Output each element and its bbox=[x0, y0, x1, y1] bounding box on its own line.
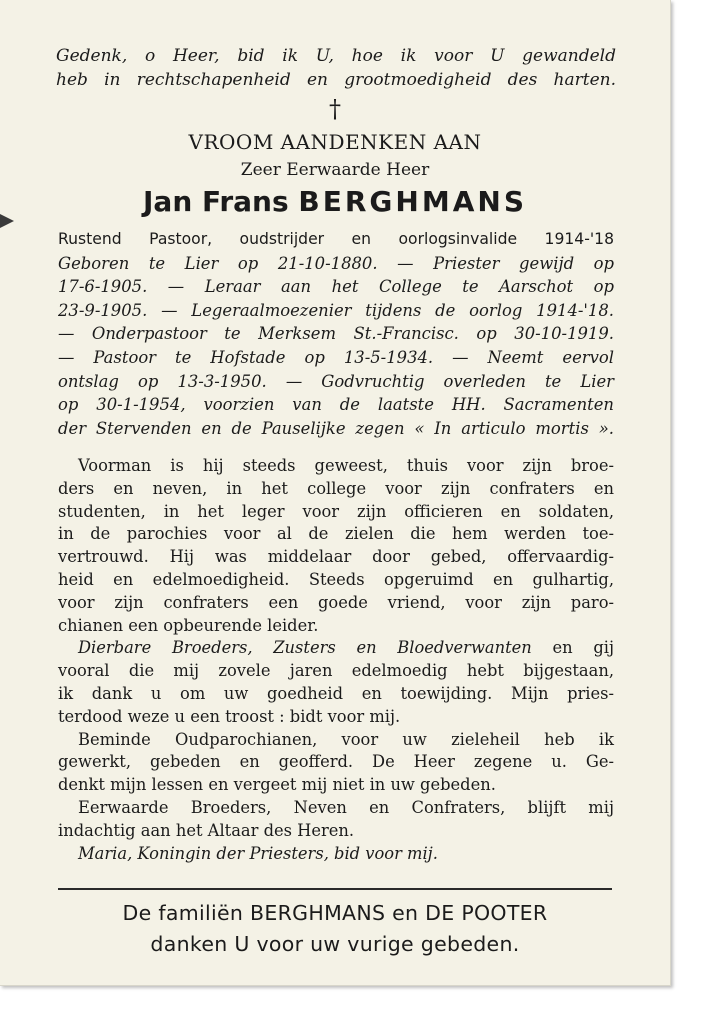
divider-line bbox=[58, 888, 612, 890]
biography-line: Geboren te Lier op 21-10-1880. — Priester gewijd op bbox=[58, 253, 614, 273]
eulogy-text bbox=[58, 455, 614, 865]
paragraph-line: voor zijn confraters een goede vriend, voor zijn paro- bbox=[58, 592, 614, 612]
paragraph-line: ik dank u om uw goedheid en toewijding. Mijn pries- bbox=[58, 683, 614, 703]
biography-line: 17-6-1905. — Leraar aan het College te Aarschot op bbox=[58, 277, 614, 297]
paragraph-line: studenten, in het leger voor zijn officieren en soldaten, bbox=[58, 501, 614, 521]
family-address: Dierbare Broeders, Zusters en Bloedverwanten bbox=[78, 638, 532, 658]
paragraph-line: heid en edelmoedigheid. Steeds opgeruimd en gulhartig, bbox=[58, 569, 614, 589]
paragraph-line: denkt mijn lessen en vergeet mij niet in uw gebeden. bbox=[58, 775, 496, 795]
biography-line: der Stervenden en de Pauselijke zegen « In articulo mortis ». bbox=[58, 418, 614, 438]
clerical-rank: Zeer Eerwaarde Heer bbox=[240, 160, 430, 180]
paragraph-line: chianen een opbeurende leider. bbox=[58, 615, 319, 635]
family-line: danken U voor uw vurige gebeden. bbox=[150, 932, 520, 956]
cross-icon: † bbox=[329, 95, 341, 123]
paragraph-line bbox=[58, 637, 614, 660]
biography-line: Rustend Pastoor, oudstrijder en oorlogsinvalide 1914-'18 bbox=[58, 230, 614, 248]
biography-line: ontslag op 13-3-1950. — Godvruchtig overleden te Lier bbox=[58, 371, 614, 391]
biography-line: op 30-1-1954, voorzien van de laatste HH. Sacramenten bbox=[58, 395, 614, 415]
bible-quote bbox=[56, 44, 616, 92]
paragraph-line: Eerwaarde Broeders, Neven en Confraters, blijft mij bbox=[78, 797, 614, 817]
biography-line: 23-9-1905. — Legeraalmoezenier tijdens de oorlog 1914-'18. bbox=[58, 300, 614, 320]
given-names: Jan Frans bbox=[143, 185, 289, 218]
biography bbox=[58, 228, 614, 440]
deceased-name bbox=[0, 184, 670, 220]
paragraph-line: Beminde Oudparochianen, voor uw zieleheil heb ik bbox=[78, 729, 614, 749]
paragraph-line: vertrouwd. Hij was middelaar door gebed, offervaardig- bbox=[58, 547, 614, 567]
paragraph-line: vooral die mij zovele jaren edelmoedig hebt bijgestaan, bbox=[58, 661, 614, 681]
paragraph-line: ders en neven, in het college voor zijn confraters en bbox=[58, 478, 614, 498]
family-line: De familiën BERGHMANS en DE POOTER bbox=[122, 901, 548, 925]
family-thanks bbox=[0, 898, 670, 960]
surname: BERGHMANS bbox=[298, 185, 527, 218]
closing-prayer: Maria, Koningin der Priesters, bid voor mij. bbox=[78, 843, 438, 863]
quote-line: heb in rechtschapenheid en grootmoedigheid des harten. bbox=[56, 70, 616, 90]
paragraph-line: terdood weze u een troost : bidt voor mij. bbox=[58, 706, 401, 726]
paragraph-line: gewerkt, gebeden en geofferd. De Heer zegene u. Ge- bbox=[58, 752, 614, 772]
paragraph-line: Voorman is hij steeds geweest, thuis voor zijn broe- bbox=[78, 456, 614, 475]
paragraph-line: in de parochies voor al de zielen die hem werden toe- bbox=[58, 524, 614, 544]
paragraph-text: en gij bbox=[531, 638, 614, 658]
paragraph-line: indachtig aan het Altaar des Heren. bbox=[58, 820, 355, 840]
biography-line: — Onderpastoor te Merksem St.-Francisc. op 30-10-1919. bbox=[58, 324, 614, 344]
quote-line: Gedenk, o Heer, bid ik U, hoe ik voor U gewandeld bbox=[56, 46, 616, 66]
biography-line: — Pastoor te Hofstade op 13-5-1934. — Neemt eervol bbox=[58, 347, 614, 367]
in-memory-heading: VROOM AANDENKEN AAN bbox=[188, 130, 482, 154]
